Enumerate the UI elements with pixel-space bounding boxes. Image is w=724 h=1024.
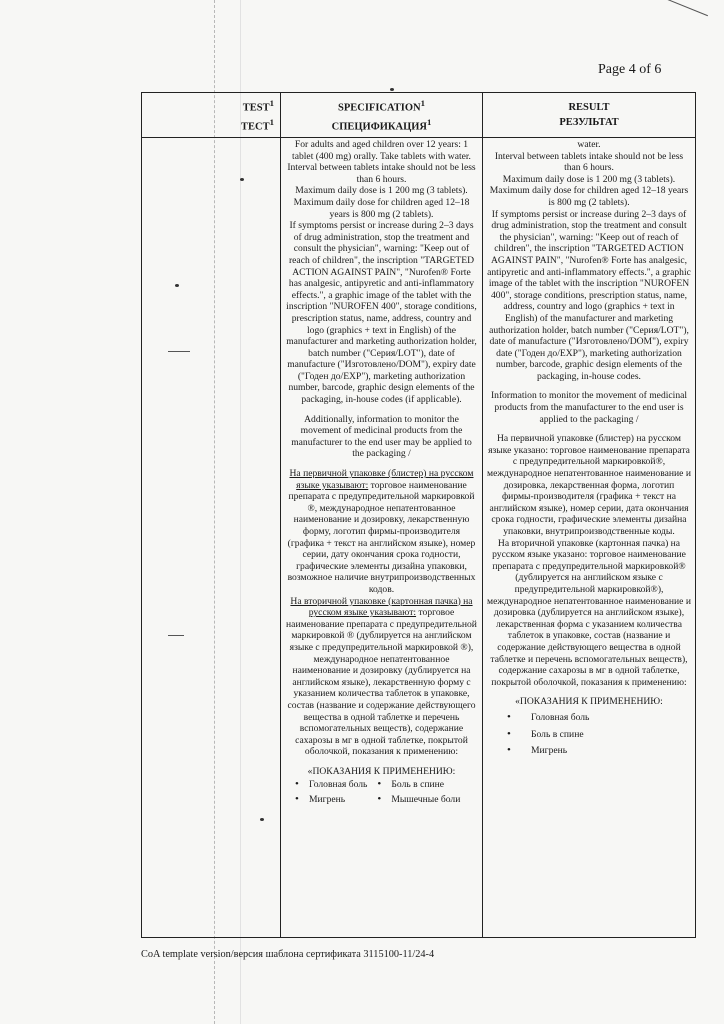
scan-mark (652, 0, 708, 16)
scan-speck (175, 284, 179, 287)
header-result (483, 93, 696, 138)
result-secondary-packaging: На вторичной упаковке (картонная пачка) на русском языке указано: торговое наименование препарата с предупредительной маркировкой® (дублируется на английском языке с предупредительной маркировкой®), международное непатентованное наименование и дозировка (дублируется на английском языке), лекарственная форма с указанием количества таблеток в упаковке, состав (название и содержание действующего вещества в одной таблетке и перечень вспомогательных веществ), содержание сахарозы в мг в одной таблетке, покрытой оболочкой, показания к применению: (487, 537, 691, 688)
result-paragraph: Maximum daily dose is 1 200 mg (3 tablets). Maximum daily dose for children aged 12–18 years is 800 mg (2 tablets). (489, 173, 689, 208)
spec-paragraph: Maximum daily dose is 1 200 mg (3 tablets). Maximum daily dose for children aged 12–18 years is 800 mg (2 tablets). (293, 185, 470, 220)
spec-primary-heading: На первичной упаковке (блистер) на русском языке указывают: (289, 468, 474, 491)
list-item: • Головная боль (503, 712, 691, 724)
header-spec-en: SPECIFICATION (337, 102, 421, 113)
result-primary-packaging: На первичной упаковке (блистер) на русском языке указано: торговое наименование препарата с предупредительной маркировкой®, международное непатентованное наименование и дозировка, лекарственная форма, логотип фирмы-производителя (графика + текст на английском языке), номер серии, дата окончания срока годности, графические элементы дизайна упаковки, внутрипроизводственные коды. (487, 433, 691, 537)
spec-indications-title: «ПОКАЗАНИЯ К ПРИМЕНЕНИЮ: (307, 765, 456, 777)
scan-speck (260, 818, 264, 821)
header-specification: SPECIFICATION$^1$ СПЕЦИФИКАЦИЯ$^1$ (281, 93, 483, 138)
specification-cell (281, 138, 483, 938)
footer-template-version: CoA template version/версия шаблона сертификата 3115100-11/24-4 (141, 949, 435, 960)
result-paragraph: Information to monitor the movement of medicinal products from the manufacturer to the end user is applied to the packaging / (490, 390, 688, 425)
list-item: • Боль в спине (373, 779, 460, 791)
scan-mark (168, 635, 184, 636)
header-test: TEST$^1$ ТЕСТ$^1$ (142, 93, 281, 138)
list-item: • Мигрень (503, 745, 691, 757)
specification-table (141, 92, 696, 938)
page-number: Page 4 of 6 (598, 62, 662, 77)
header-test-ru: ТЕСТ (241, 121, 270, 133)
result-paragraph: water. (577, 139, 601, 150)
header-result-en: RESULT (568, 102, 610, 113)
header-test-en: TEST (242, 102, 270, 113)
spec-paragraph: For adults and aged children over 12 years: 1 tablet (400 mg) orally. Take tablets with water. (292, 139, 471, 162)
spec-paragraph: Additionally, information to monitor the movement of medicinal products from the manufacturer to the end user may be applied to the packaging / (291, 413, 472, 460)
result-paragraph: If symptoms persist or increase during 2–3 days of drug administration, stop the treatment and consult the physician", warning: "Keep out of reach of children", the inscription "TARGETED ACTION AGAINST PAIN", "Nurofen® Forte has analgesic, antipyretic and anti-inflammatory effects.", a graphic image of the tablet with the inscription "NUROFEN 400", storage conditions, prescription status, name, address, country and logo (graphics + text in English) of the manufacturer and marketing authorization holder, batch number ("Серия/LOT"), date of manufacture ("Изготовлено/DOM"), expiry date ("Годен до/EXP"), marketing authorization number, barcode, graphic design elements of the packaging, in-house codes. (487, 208, 691, 382)
header-spec-ru: СПЕЦИФИКАЦИЯ (331, 121, 427, 133)
list-item: • Боль в спине (503, 729, 691, 741)
spec-paragraph: Interval between tablets intake should not be less than 6 hours. (287, 162, 476, 185)
table-header-row (142, 93, 696, 138)
table-row (142, 138, 696, 938)
spec-primary-packaging (285, 468, 478, 596)
result-paragraph: Interval between tablets intake should not be less than 6 hours. (494, 150, 684, 174)
scan-speck (390, 88, 394, 91)
spec-primary-text: торговое наименование препарата с предупредительной маркировкой ®, международное непатентованное наименование и дозировку, лекарственную форму, логотип фирмы-производителя (графика + текст на английском языке), номер серии, дату окончания срока годности, графические элементы дизайна упаковки, возможное наличие внутрипроизводственных кодов. (287, 479, 476, 595)
list-item: • Мышечные боли (373, 794, 460, 806)
scan-mark (168, 351, 190, 352)
result-indications-title: «ПОКАЗАНИЯ К ПРИМЕНЕНИЮ: (515, 696, 663, 708)
spec-secondary-heading: На вторичной упаковке (картонная пачка) на русском языке указывают: (290, 595, 473, 619)
result-cell (483, 138, 696, 938)
list-item: • Мигрень (291, 794, 367, 806)
spec-indications-list (285, 779, 478, 808)
spec-paragraph: If symptoms persist or increase during 2–3 days of drug administration, stop the treatment and consult the physician", warning: "Keep out of reach of children", the inscription "TARGETED ACTION AGAINST PAIN", "Nurofen® Forte has analgesic, antipyretic and anti-inflammatory effects.", a graphic image of the tablet with the inscription "NUROFEN 400", storage conditions, prescription status, name, address, country and logo (graphics + text in English) of the manufacturer and marketing authorization holder, batch number ("Серия/LOT"), date of manufacture ("Изготовлено/DOM"), expiry date ("Годен до/EXP"), marketing authorization number, barcode, graphic design elements of the packaging, in-house codes (if applicable). (286, 220, 477, 406)
spec-secondary-text: торговое наименование препарата с предупредительной маркировкой ® (дублируется на английском языке с предупредительной маркировкой ®), международное непатентованное наименование и дозировку (дублируется на английском языке), лекарственную форму с указанием количества таблеток в упаковке, состав (название и содержание действующего вещества в одной таблетке и перечень вспомогательных веществ), содержание сахарозы в мг в одной таблетке, покрытой оболочкой, показания к применению: (286, 607, 477, 758)
spec-secondary-packaging (285, 596, 478, 758)
header-result-ru: РЕЗУЛЬТАТ (559, 117, 619, 128)
list-item: • Головная боль (291, 779, 367, 791)
scan-speck (240, 178, 244, 181)
result-indications-list (487, 712, 691, 757)
